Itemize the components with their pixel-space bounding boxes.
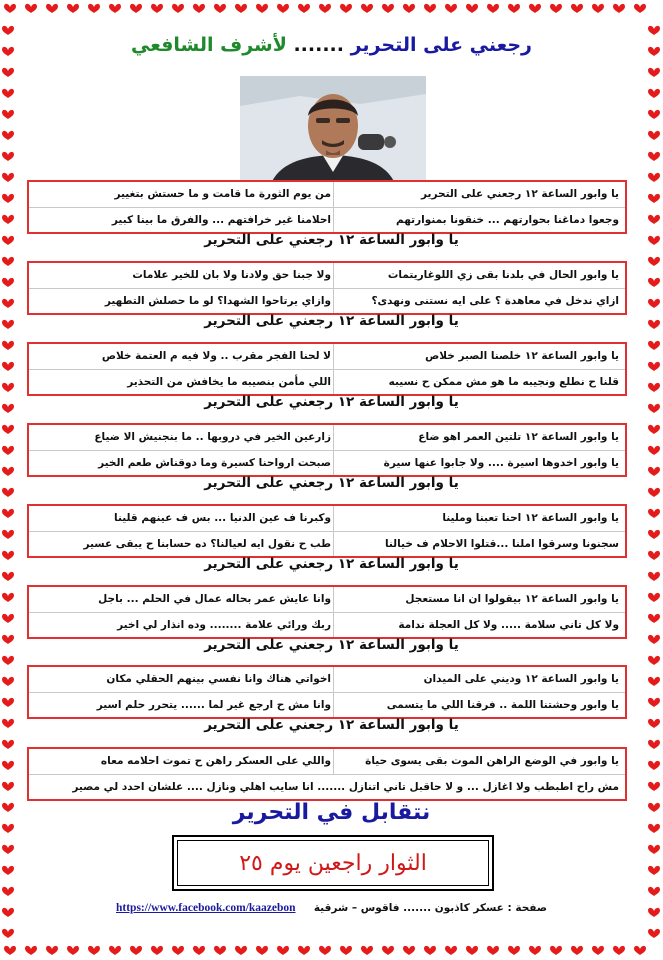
author-photo [240, 76, 426, 186]
closing-line: نتقابل في التحرير [232, 800, 431, 825]
stanza-row [29, 207, 625, 233]
verse-right: يا وابور اخدوها اسيرة .... ولا جابوا عنها سيرة [383, 457, 619, 469]
stanza-box [27, 747, 627, 801]
refrain-line: يا وابور الساعة ١٢ رجعني على التحرير [204, 717, 459, 733]
verse-right: وجعوا دماغنا بحوارتهم ... خنقونا بمنوارتهم [395, 214, 619, 226]
banner-box [172, 835, 494, 891]
verse-right: قلنا ح نطلع ونجيبه ما هو مش ممكن ح نسيبه [388, 376, 619, 388]
verse-right: مش راح اطبطب ولا اغازل ... و لا حاقبل تاني اتنازل ....... انا سايب اهلي ونازل .... علشان احدد لي مصير [72, 781, 619, 793]
verse-left: لا لحنا الفجر مقرب .. ولا فيه م العتمة خلاص [101, 350, 331, 362]
stanza-row [29, 263, 625, 288]
verse-right: يا وابور الساعة ١٢ بيقولوا ان انا مستعجل [405, 593, 619, 605]
stanza-row [29, 506, 625, 531]
stanza-box [27, 342, 627, 396]
poem-title [22, 34, 641, 56]
refrain-line: يا وابور الساعة ١٢ رجعني على التحرير [204, 232, 459, 248]
stanza-box [27, 665, 627, 719]
stanza-box [27, 261, 627, 315]
verse-right: سجنونا وسرقوا املنا ...قتلوا الاحلام ف خيالنا [384, 538, 619, 550]
verse-left: طب ح نقول ايه لعيالنا؟ ده حسابنا ح يبقى عسير [83, 538, 331, 550]
refrain-line: يا وابور الساعة ١٢ رجعني على التحرير [204, 637, 459, 653]
stanza-box [27, 423, 627, 477]
verse-left: وانا عايش عمر بحاله عمال في الحلم ... باجل [98, 593, 331, 605]
verse-left: وازاي يرتاحوا الشهدا؟ لو ما حصلش التطهير [104, 295, 331, 307]
verse-right: يا وابور الساعة ١٢ خلصنا الصبر خلاص [425, 350, 619, 362]
banner-text: الثوار راجعين يوم ٢٥ [177, 840, 489, 886]
portrait-icon [240, 76, 426, 186]
stanza-row [29, 612, 625, 638]
verse-right: يا وابور في الوضع الراهن الموت بقى يسوى حياة [365, 755, 619, 767]
stanza-row [29, 667, 625, 692]
stanza-row [29, 182, 625, 207]
stanza-box [27, 180, 627, 234]
verse-left: صبحت ارواحنا كسيرة وما دوقناش طعم الخير [98, 457, 331, 469]
verse-left: واللي على العسكر راهن ح تموت احلامه معاه [100, 755, 331, 767]
poem-title-text: رجعني على التحرير [350, 34, 532, 56]
verse-left: اخواتي هناك وانا نفسي بينهم الحقلي مكان [106, 673, 331, 685]
verse-left: من يوم الثورة ما قامت و ما حستش بتغيير [114, 188, 331, 200]
verse-right: يا وابور الحال في بلدنا بقى زي اللوغاريتمات [387, 269, 619, 281]
facebook-link[interactable]: https://www.facebook.com/kaazebon [116, 902, 296, 914]
refrain-line: يا وابور الساعة ١٢ رجعني على التحرير [204, 313, 459, 329]
verse-left: احلامنا غير خرافتهم ... والفرق ما بينا كبير [111, 214, 331, 226]
refrain-line: يا وابور الساعة ١٢ رجعني على التحرير [204, 394, 459, 410]
stanza-row [29, 425, 625, 450]
footer [22, 902, 641, 914]
stanza-box [27, 585, 627, 639]
verse-right: يا وابور الساعة ١٢ وديني على الميدان [423, 673, 619, 685]
verse-left: اللي مأمن بنصيبه ما يخافش من التحذير [127, 376, 331, 388]
stanza-row [29, 749, 625, 774]
page-label: صفحة : عسكر كاذبون ....... فاقوس – شرقية [313, 902, 547, 914]
stanza-row [29, 692, 625, 718]
refrain-line: يا وابور الساعة ١٢ رجعني على التحرير [204, 556, 459, 572]
stanza-row [29, 531, 625, 557]
author-name: لأشرف الشافعي [131, 34, 287, 56]
title-dots: ....... [286, 34, 351, 56]
poem-page [22, 22, 641, 938]
stanza-row [29, 344, 625, 369]
verse-right: ولا كل تاني سلامة ..... ولا كل العجلة ندامة [398, 619, 619, 631]
verse-left: وكبرنا ف عين الدنيا ... بس ف عينهم قلينا [114, 512, 331, 524]
verse-right: يا وابور الساعة ١٢ تلتين العمر اهو ضاع [418, 431, 619, 443]
verse-left: وانا مش ح ارجع غير لما ...... يتحرر حلم اسير [96, 699, 331, 711]
stanza-row [29, 587, 625, 612]
verse-right: يا وابور الساعة ١٢ احنا تعبنا وملينا [442, 512, 619, 524]
refrain-line: يا وابور الساعة ١٢ رجعني على التحرير [204, 475, 459, 491]
verse-left: ولا جبنا حق ولادنا ولا بان للخير علامات [132, 269, 331, 281]
verse-left: زارعين الخير في دروبها .. ما بنجنيش الا ضياع [94, 431, 331, 443]
verse-right: يا وابور وحشتنا اللمة .. فرقنا اللي ما يتسمى [386, 699, 619, 711]
stanza-row [29, 288, 625, 314]
verse-left: ربك ورائي علامة ........ وده انذار لي اخير [117, 619, 331, 631]
stanza-box [27, 504, 627, 558]
stanza-row [29, 450, 625, 476]
verse-right: يا وابور الساعة ١٢ رجعني على التحرير [421, 188, 619, 200]
stanza-row [29, 774, 625, 800]
stanza-row [29, 369, 625, 395]
verse-right: ازاي ندخل في معاهدة ؟ على ايه نستنى ونهدى؟ [371, 295, 619, 307]
